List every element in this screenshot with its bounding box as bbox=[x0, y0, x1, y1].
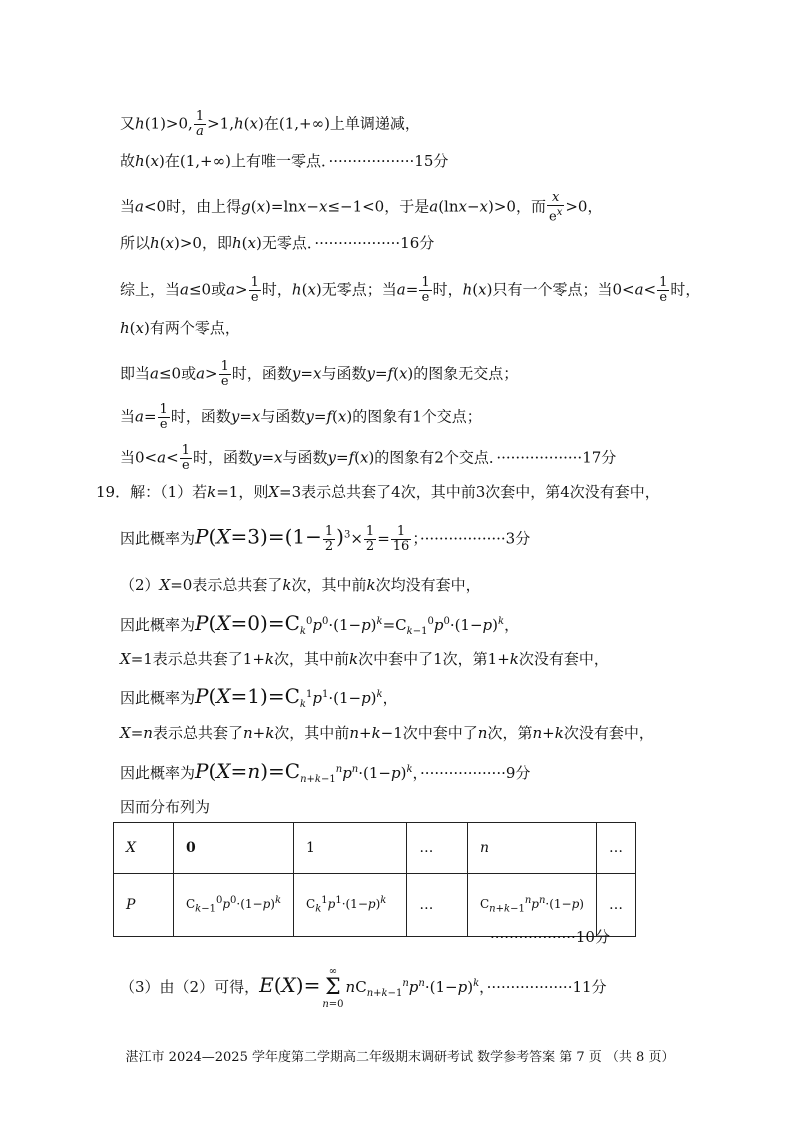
page-footer: 湛江市 2024—2025 学年度第二学期高二年级期末调研考试 数学参考答案 第 7 页 （共 8 页） bbox=[125, 1050, 675, 1065]
score-3: 3分 bbox=[505, 529, 531, 548]
score-10: 10分 bbox=[575, 928, 610, 946]
table-cell: X bbox=[114, 823, 174, 874]
answer-line-4: 所以h(x)>0，即h(x)无零点．··················16分 bbox=[120, 234, 435, 252]
table-cell: $C_k^1p^1\cdot(1-p)^k$ bbox=[294, 874, 407, 937]
answer-line-12: （2）X=0表示总共套了k次，其中前k次均没有套中， bbox=[120, 576, 481, 594]
answer-line-19: ··················10分 bbox=[490, 928, 610, 946]
table-cell: … bbox=[597, 874, 636, 937]
answer-line-10: 19．解：（1）若k=1，则X=3表示总共套了4次，其中前3次套中，第4次没有套中， bbox=[96, 483, 660, 501]
distribution-table bbox=[113, 822, 636, 937]
table-cell: n bbox=[467, 823, 596, 874]
answer-line-20: （3）由（2）可得，E(X)= ∞ Σ n=0 $nC_{n+k-1}^np^n\cdot(1-p)^k$，··················11分 bbox=[120, 966, 607, 1010]
answer-line-8: 当a= $\frac{1}{e}$ 时，函数y=x与函数y=f(x)的图象有1个交点； bbox=[120, 402, 482, 432]
table-cell: 1 bbox=[294, 823, 407, 874]
score-11: 11分 bbox=[572, 978, 607, 996]
answer-line-16: X=n表示总共套了n+k次，其中前n+k−1次中套中了n次，第n+k次没有套中， bbox=[120, 724, 654, 742]
table-cell: 0 bbox=[173, 823, 293, 874]
answer-line-15: 因此概率为$P(X=1)=C_k^1p^1\cdot(1-p)^k$， bbox=[120, 684, 398, 710]
answer-line-2: 故h(x)在(1,+∞)上有唯一零点．··················15分 bbox=[120, 152, 449, 170]
answer-line-6: h(x)有两个零点， bbox=[120, 319, 240, 337]
answer-line-9: 当0<a< $\frac{1}{e}$ 时，函数y=x与函数y=f(x)的图象有2个交点．··················17分 bbox=[120, 443, 617, 473]
table-cell: $C_{k-1}^0p^0\cdot(1-p)^k$ bbox=[173, 874, 293, 937]
answer-line-5: 综上，当a≤0或a> $\frac{1}{e}$ 时，h(x)无零点；当a= $\frac{1}{e}$ 时，h(x)只有一个零点；当0<a< $\frac{1}{e}$ 时， bbox=[120, 275, 701, 305]
answer-line-14: X=1表示总共套了1+k次，其中前k次中套中了1次，第1+k次没有套中， bbox=[120, 650, 609, 668]
score-15: 15分 bbox=[414, 152, 449, 170]
table-cell: $C_{n+k-1}^np^n\cdot(1-p)$ bbox=[467, 874, 596, 937]
table-cell: … bbox=[407, 823, 468, 874]
score-16: 16分 bbox=[400, 234, 435, 252]
answer-line-11: 因此概率为P(X=3)=(1− $\frac{1}{2}$ )$^3$× $\frac{1}{2}$ = $\frac{1}{16}$ ；··················3分 bbox=[120, 524, 531, 554]
score-9: 9分 bbox=[505, 764, 531, 782]
score-17: 17分 bbox=[582, 448, 617, 467]
answer-line-1: 又h(1)>0, $\frac{1}{a}$ >1,h(x)在(1,+∞)上单调递减， bbox=[120, 109, 420, 139]
answer-line-3: 当a<0时，由上得g(x)=lnx−x≤−1<0，于是a(lnx−x)>0，而 $\frac{x}{e^x}$ >0， bbox=[120, 190, 603, 225]
table-cell: … bbox=[407, 874, 468, 937]
answer-line-17: 因此概率为$P(X=n)=C_{n+k-1}^np^n\cdot(1-p)^k$，··················9分 bbox=[120, 759, 531, 785]
answer-line-7: 即当a≤0或a> $\frac{1}{e}$ 时，函数y=x与函数y=f(x)的图象无交点； bbox=[120, 359, 519, 389]
answer-line-13: 因此概率为$P(X=0)=C_k^0p^0\cdot(1-p)^k=C_{k-1}^0p^0\cdot(1-p)^k$， bbox=[120, 611, 520, 637]
table-row bbox=[114, 823, 636, 874]
table-cell: … bbox=[597, 823, 636, 874]
table-cell: P bbox=[114, 874, 174, 937]
answer-line-18: 因而分布列为 bbox=[120, 798, 211, 816]
